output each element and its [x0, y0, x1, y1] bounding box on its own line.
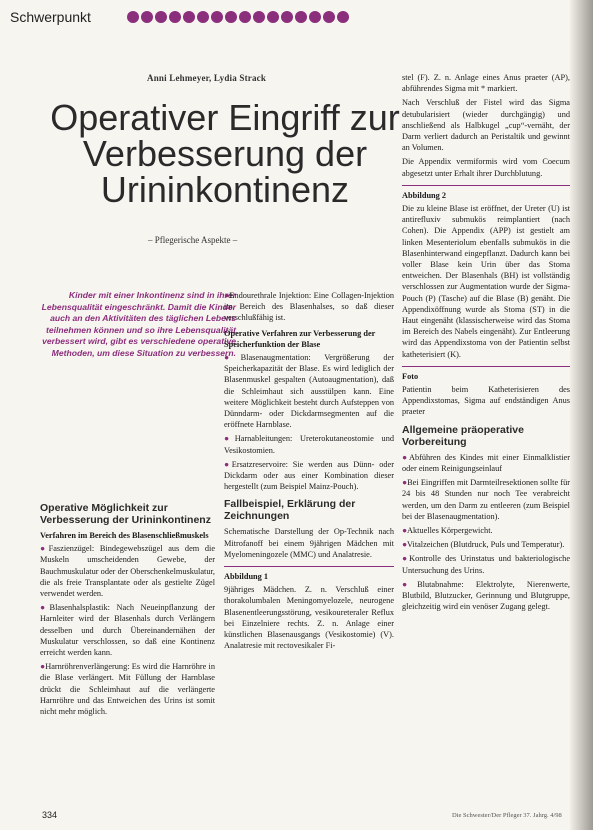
section-dot [155, 11, 167, 23]
section-dot [337, 11, 349, 23]
bullet-darmteilresektion: ● Bei Eingriffen mit Darmteilresektionen sollte für 24 bis 48 Stunden nur noch Tee verabreicht werden, um den Darm zu entleeren (zum Beispiel bei der Blasenaugmentation). [402, 477, 570, 522]
section-dot [267, 11, 279, 23]
paragraph-fistel: stel (F). Z. n. Anlage eines Anus praeter (AP), abführendes Sigma mit * markiert. [402, 73, 570, 94]
section-heading-fallbeispiel: Fallbeispiel, Erklärung der Zeichnungen [224, 498, 356, 523]
section-dot [253, 11, 265, 23]
bullet-blasenaugmentation: ● Blasenaugmentation: Vergrößerung der Speicherkapazität der Blase. Es wird lediglich der Blasenmuskel gespalten (Autoaugmentation), daß die Schleimhaut sich ausstülpen kann. Eine weitere Möglichkeit besteht durch Aufsteppen von Dünndarm- oder Dickdarmsegmenten auf die eröffnete Harnblase. [224, 352, 394, 430]
section-dot [127, 11, 139, 23]
section-heading-vorbereitung: Allgemeine präoperative Vorbereitung [402, 423, 524, 448]
bullet-ersatzreservoire: ● Ersatzreservoire: Sie werden aus Dünn- oder Dickdarm oder aus einer Kombination dieser hergestellt (zum Beispiel Mainz-Pouch). [224, 459, 394, 493]
bullet-abfuehren: ● Abführen des Kindes mit einer Einmalklistier oder einem Reinigungseinlauf [402, 452, 570, 474]
divider [402, 185, 570, 186]
section-dot [169, 11, 181, 23]
section-dot [141, 11, 153, 23]
section-label: Schwerpunkt [10, 9, 91, 25]
figure-label-2: Abbildung 2 [402, 190, 447, 200]
section-dot [183, 11, 195, 23]
paragraph-fall: 9jähriges Mädchen. Z. n. Verschluß einer thorakolumbalen Meningomyelozele, neurogene Blasenentleerungsstörung, vesikoureteraler Reflux bei Einzelniere rechts. Z. n. Anlage einer künstlichen Blasenausgangs (Vesikostomie) (V). Analatresie mit rectovesikaler Fi- [224, 585, 394, 651]
section-dot [281, 11, 293, 23]
bullet-koerpergewicht: ● Aktuelles Körpergewicht. [402, 525, 570, 536]
section-dot [211, 11, 223, 23]
paragraph-abbildung-2: Die zu kleine Blase ist eröffnet, der Ureter (U) ist antirefluxiv submukös reimplantiert (nach Cohen). Die Appendix (APP) ist gestielt am linken Mesenteriolum ebenfalls submukös in die Blasenhinterwand eingepflanzt. Dadurch kann bei voller Blase kein Urin über das Stoma entweichen. Der Blasenhals (BH) ist vollständig verschlossen zur Augmentation wurde der Sigma-Pouch (P) (Tasche) auf die Blase (B) genäht. Die Appendixöffnung wurde als Stoma (ST) in die Haut eingenäht (klassischerweise wird das Stoma im Bereich des Nabels eingenäht). Zur Entleerung wird das Appendixstoma von der Patientin selbst katheterisiert (K). [402, 204, 570, 359]
column-3 [402, 72, 570, 615]
article-subtitle: – Pflegerische Aspekte – [148, 235, 238, 245]
section-dot [239, 11, 251, 23]
subheading-schliessmuskel: Verfahren im Bereich des Blasenschließmuskels [40, 531, 209, 540]
authors: Anni Lehmeyer, Lydia Strack [147, 73, 267, 83]
teaser-text: Kinder mit einer Inkontinenz sind in ihrer Lebensqualität eingeschränkt. Damit die Kinder auch an den Aktivitäten des täglichen Lebens teilnehmen können und so ihre Lebensqualität verbessert wird, gibt es verschiedene operative Methoden, um diese Situation zu verbessern. [41, 290, 236, 358]
section-dot [197, 11, 209, 23]
bullet-vitalzeichen: ● Vitalzeichen (Blutdruck, Puls und Temperatur). [402, 539, 570, 550]
subheading-speicherfunktion: Operative Verfahren zur Verbesserung der Speicherfunktion der Blase [224, 328, 376, 349]
bullet-harnroehrenverlaengerung: ● Harnröhrenverlängerung: Es wird die Harnröhre in die Blase verlängert. Mit Füllung der Harnblase drückt die Schleimhaut auf die verlängerte Harnröhre und das Entweichen des Urins ist somit nicht mehr möglich. [40, 661, 215, 717]
figure-label-1: Abbildung 1 [224, 572, 269, 582]
page-number: 334 [42, 810, 58, 820]
divider [224, 566, 394, 567]
paragraph-sigma: Nach Verschluß der Fistel wird das Sigma detubularisiert (wieder durchgängig) und anschließend als Halbkugel „cup“-vernäht, der Darm verliert dadurch an Peristaltik und gewinnt an Volumen. [402, 98, 570, 153]
photo-caption: Patientin beim Katheterisieren des Appendixstomas, Sigma auf endständigen Anus praeter [402, 385, 570, 417]
bullet-urinstatus: ● Kontrolle des Urinstatus und bakteriologische Untersuchung des Urins. [402, 553, 570, 575]
paragraph-op-technik: Schematische Darstellung der Op-Technik nach Mitrofanoff bei einem 9jährigen Mädchen mit Myelomeningozele (MMC) und Analatresie. [224, 527, 394, 559]
bullet-harnableitungen: ● Harnableitungen: Ureterokutaneostomie und Vesikostomien. [224, 433, 394, 455]
section-dot [309, 11, 321, 23]
article-title: Operativer Eingriff zur Verbesserung der Urininkontinenz [50, 97, 400, 210]
section-dot [323, 11, 335, 23]
footer-source: Die Schwester/Der Pfleger 37. Jahrg. 4/98 [452, 812, 562, 819]
bullet-blasenhalsplastik: ● Blasenhalsplastik: Nach Neueinpflanzung der Harnleiter wird der Blasenhals durch Verlängern desselben und durch Übereinandernähen der Muskulatur verschlossen, so daß eine Kontinenz erreicht werden kann. [40, 602, 215, 658]
section-dot-bar [127, 11, 349, 23]
section-dot [225, 11, 237, 23]
divider [402, 366, 570, 367]
page-edge-shadow [570, 0, 593, 830]
section-dot [295, 11, 307, 23]
section-heading-operative: Operative Möglichkeit zur Verbesserung der Urininkontinenz [40, 502, 211, 526]
paragraph-appendix: Die Appendix vermiformis wird vom Coecum abgesetzt unter Erhalt ihrer Durchblutung. [402, 157, 570, 178]
column-2 [224, 290, 394, 654]
photo-label: Foto [402, 371, 419, 381]
bullet-faszienzuegel: ● Faszienzügel: Bindegewebszügel aus dem die Muskeln umscheidenden Gewebe, der Bauchmuskulatur oder der Oberschenkelmuskulatur, die als freie Transplantate oder als gestielte Zügel verwendet werden. [40, 543, 215, 599]
column-1 [40, 496, 215, 720]
bullet-blutabnahme: ● Blutabnahme: Elektrolyte, Nierenwerte, Blutbild, Blutzucker, Gerinnung und Blutgruppe, gleichzeitig wird ein venöser Zugang gelegt. [402, 579, 570, 613]
bullet-injektion: ● Endourethrale Injektion: Eine Collagen-Injektion im Bereich des Blasenhalses, so daß dieser verschlußfähig ist. [224, 290, 394, 324]
